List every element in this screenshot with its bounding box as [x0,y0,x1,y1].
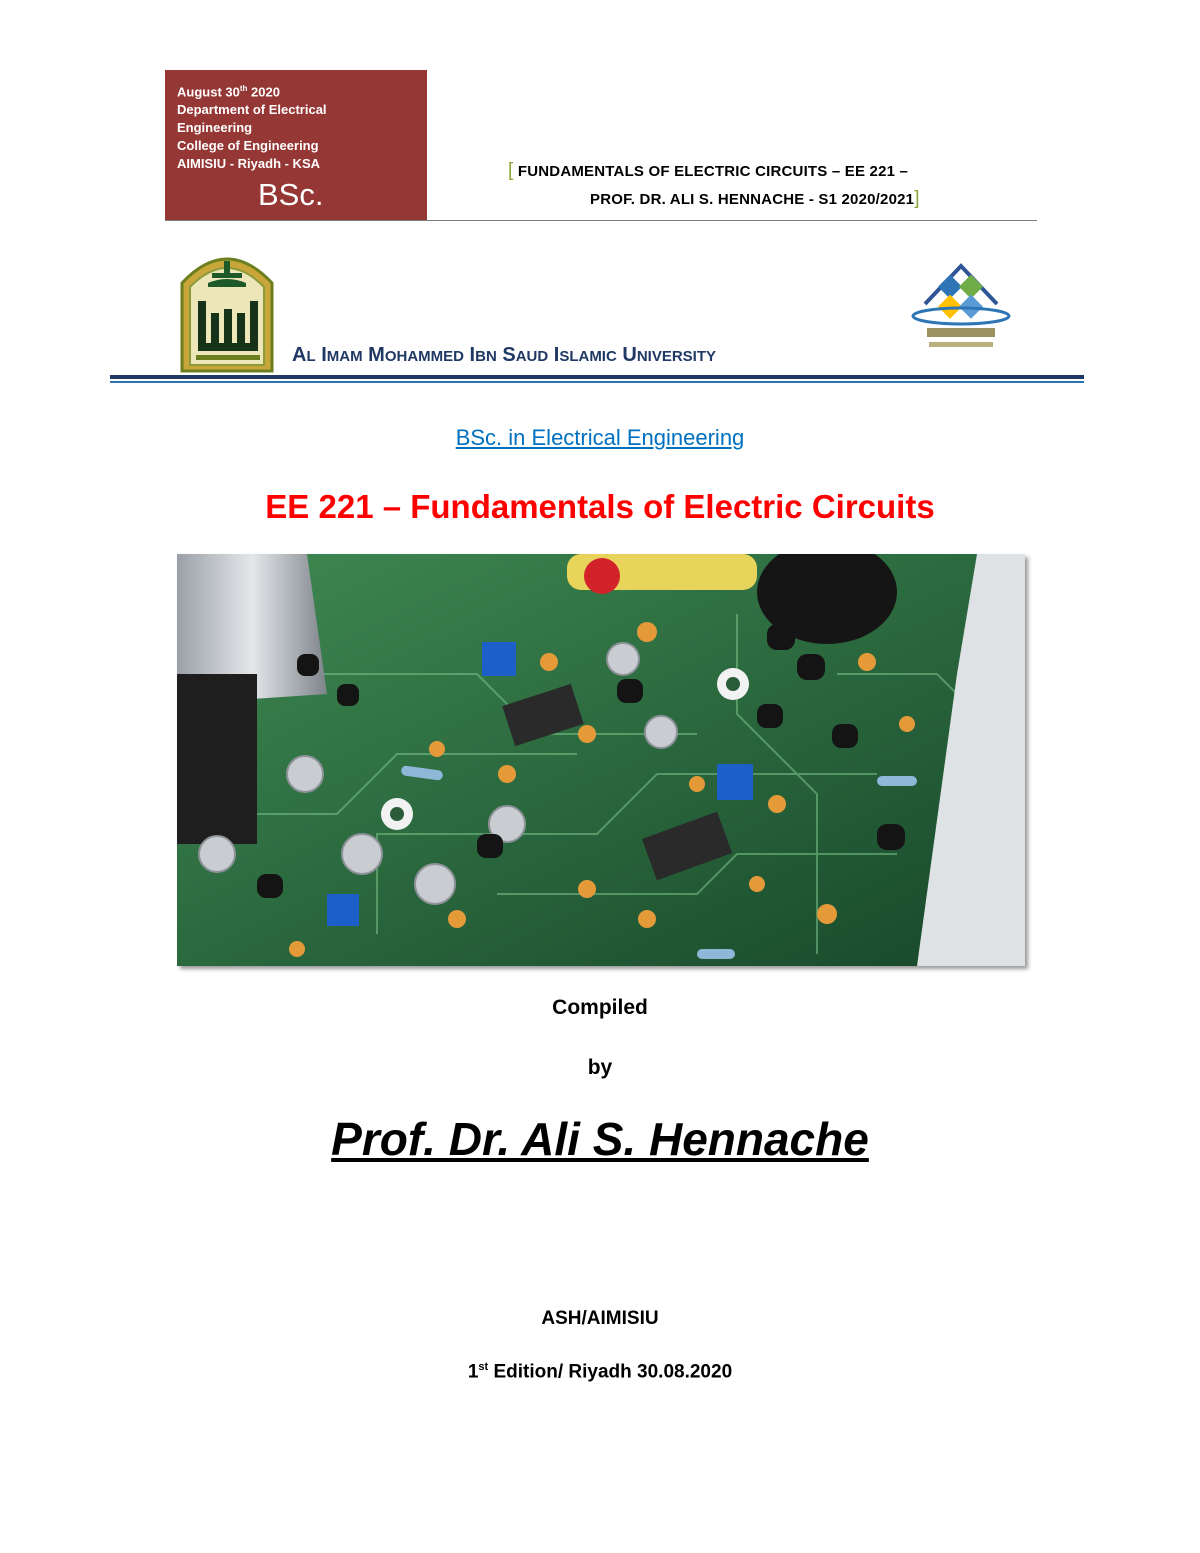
university-name: AL IMAM MOHAMMED IBN SAUD ISLAMIC UNIVERSITY [292,344,717,366]
university-logo-icon [178,243,276,375]
department-line-2: Engineering [177,120,253,136]
edition-line: 1st Edition/ Riyadh 30.08.2020 [467,1361,733,1383]
author-name: Prof. Dr. Ali S. Hennache [331,1113,869,1165]
compiled-label: Compiled [552,996,648,1019]
date-line: August 30th 2020 [177,84,280,100]
college-line: College of Engineering [177,138,319,154]
location-line: AIMISIU - Riyadh - KSA [177,156,321,172]
organization-code: ASH/AIMISIU [541,1308,659,1329]
header-text-line-1: [ FUNDAMENTALS OF ELECTRIC CIRCUITS – EE 221 – [508,160,909,181]
header-rule [165,220,1037,221]
header-text-line-2: PROF. DR. ALI S. HENNACHE - S1 2020/2021] [590,188,920,209]
circuit-board-photo [177,554,1025,966]
divider-thick [110,375,1084,379]
by-label: by [587,1056,613,1079]
degree-label: BSc. [258,177,324,212]
divider-thin [110,381,1084,383]
college-logo-icon [905,258,1017,356]
program-link[interactable]: BSc. in Electrical Engineering [455,425,745,450]
header-info-box [165,70,427,220]
department-line-1: Department of Electrical [177,102,327,118]
course-title: EE 221 – Fundamentals of Electric Circuits [265,488,935,525]
